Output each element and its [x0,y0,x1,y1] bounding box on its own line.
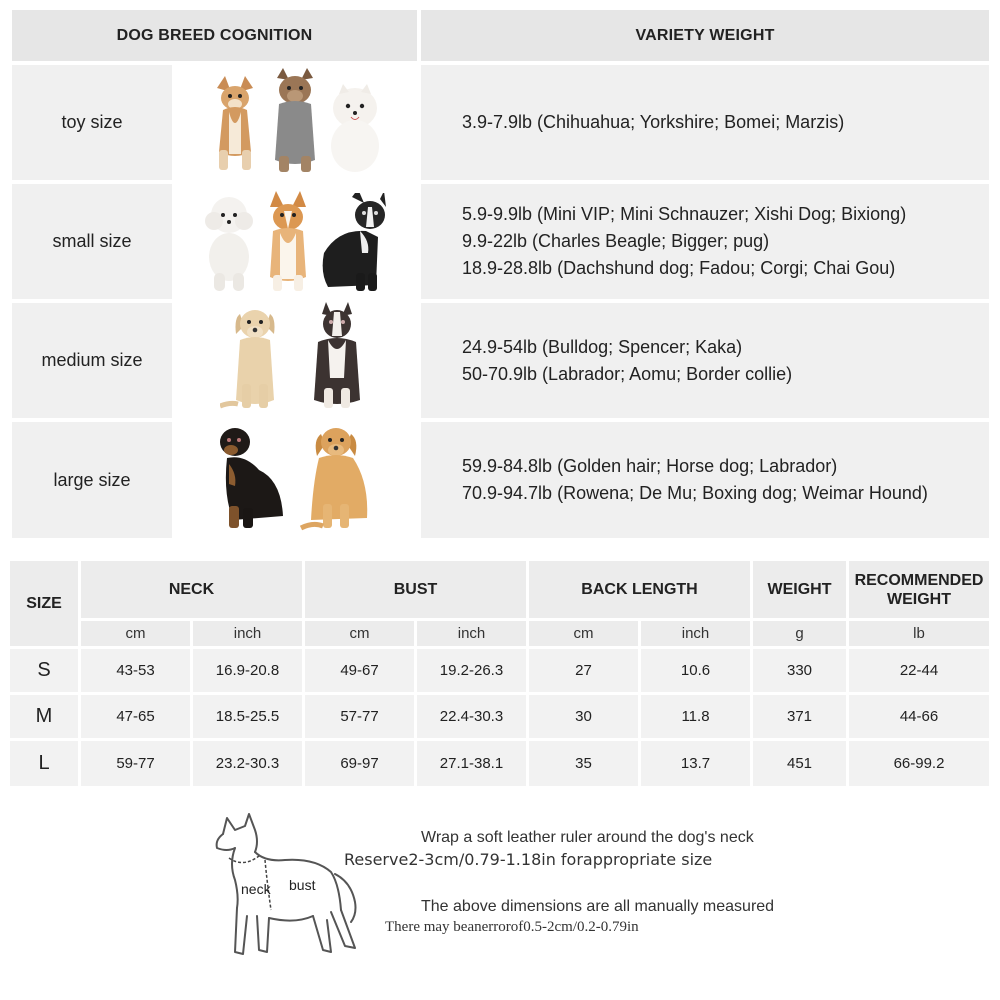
variety-weight-header: VARIETY WEIGHT [421,10,989,61]
chihuahua-image [207,74,263,174]
weight-range: 59.9-84.8lb (Golden hair; Horse dog; Labrador) [462,456,838,476]
dog-outline-icon [205,812,375,972]
table-cell: 23.2-30.3 [193,741,302,786]
unit-cm: cm [81,621,190,646]
weight-range: 5.9-9.9lb (Mini VIP; Mini Schnauzer; Xishi Dog; Bixiong) [462,204,907,224]
size-column-header: SIZE [10,561,78,646]
table-cell: 57-77 [305,695,414,738]
weight-range: 3.9-7.9lb (Chihuahua; Yorkshire; Bomei; Marzis) [462,112,845,132]
table-cell: 43-53 [81,649,190,692]
size-chart-table [10,561,989,787]
measure-note-manual: The above dimensions are all manually measured [421,898,775,915]
weight-range: 9.9-22lb (Charles Beagle; Bigger; pug) [462,231,770,251]
unit-inch: inch [193,621,302,646]
size-label-small: small size [12,184,172,299]
table-cell: 27.1-38.1 [417,741,526,786]
small-weight-cell [421,184,989,299]
toy-dogs-image [172,65,417,180]
table-cell: 451 [753,741,846,786]
table-cell: 35 [529,741,638,786]
golden-retriever-image [299,422,375,532]
corgi-image [264,191,312,293]
yorkshire-image [269,68,321,174]
large-dogs-image [172,422,417,538]
table-cell: 16.9-20.8 [193,649,302,692]
unit-cm: cm [305,621,414,646]
recommended-weight-header: RECOMMENDED WEIGHT [849,561,989,618]
medium-dogs-image [172,303,417,418]
table-cell: 49-67 [305,649,414,692]
table-cell: 22.4-30.3 [417,695,526,738]
table-cell: 30 [529,695,638,738]
table-cell: 69-97 [305,741,414,786]
table-cell: 19.2-26.3 [417,649,526,692]
table-cell: 59-77 [81,741,190,786]
bust-label: bust [289,877,316,893]
table-cell: 66-99.2 [849,741,989,786]
measure-note-reserve: Reserve2-3cm/0.79-1.18in forappropriate size [344,850,713,869]
weight-range: 24.9-54lb (Bulldog; Spencer; Kaka) [462,336,743,357]
measure-note-neck: Wrap a soft leather ruler around the dog's neck [421,829,754,846]
table-cell: 22-44 [849,649,989,692]
weight-header: WEIGHT [753,561,846,618]
size-s-label: S [10,649,78,692]
table-cell: 27 [529,649,638,692]
size-label-medium: medium size [12,303,172,418]
toy-weight-cell [421,65,989,180]
size-m-label: M [10,695,78,738]
unit-inch: inch [641,621,750,646]
unit-g: g [753,621,846,646]
measurement-guide [0,800,1000,1000]
pomeranian-image [327,84,383,174]
table-cell: 13.7 [641,741,750,786]
medium-weight-cell [421,303,989,418]
labrador-image [220,304,290,412]
large-weight-cell [421,422,989,538]
unit-inch: inch [417,621,526,646]
small-dogs-image [172,184,417,299]
breed-cognition-header: DOG BREED COGNITION [12,10,417,61]
weight-range: 18.9-28.8lb (Dachshund dog; Fadou; Corgi; Chai Gou) [462,258,896,278]
table-cell: 47-65 [81,695,190,738]
size-l-label: L [10,741,78,786]
bust-header: BUST [305,561,526,618]
french-bulldog-image [318,193,390,293]
unit-lb: lb [849,621,989,646]
size-label-toy: toy size [12,65,172,180]
neck-label: neck [241,881,271,897]
table-cell: 10.6 [641,649,750,692]
unit-cm: cm [529,621,638,646]
table-cell: 330 [753,649,846,692]
measure-note-error: There may beanerrorof0.5-2cm/0.2-0.79in [385,919,639,935]
poodle-image [200,191,258,293]
table-cell: 44-66 [849,695,989,738]
rottweiler-image [215,424,289,532]
weight-range: 70.9-94.7lb (Rowena; De Mu; Boxing dog; Weimar Hound) [462,483,928,503]
back-length-header: BACK LENGTH [529,561,750,618]
weight-range: 50-70.9lb (Labrador; Aomu; Border collie) [462,363,793,384]
table-cell: 371 [753,695,846,738]
border-collie-image [304,302,370,412]
neck-header: NECK [81,561,302,618]
size-label-large: large size [12,422,172,538]
table-cell: 11.8 [641,695,750,738]
table-cell: 18.5-25.5 [193,695,302,738]
